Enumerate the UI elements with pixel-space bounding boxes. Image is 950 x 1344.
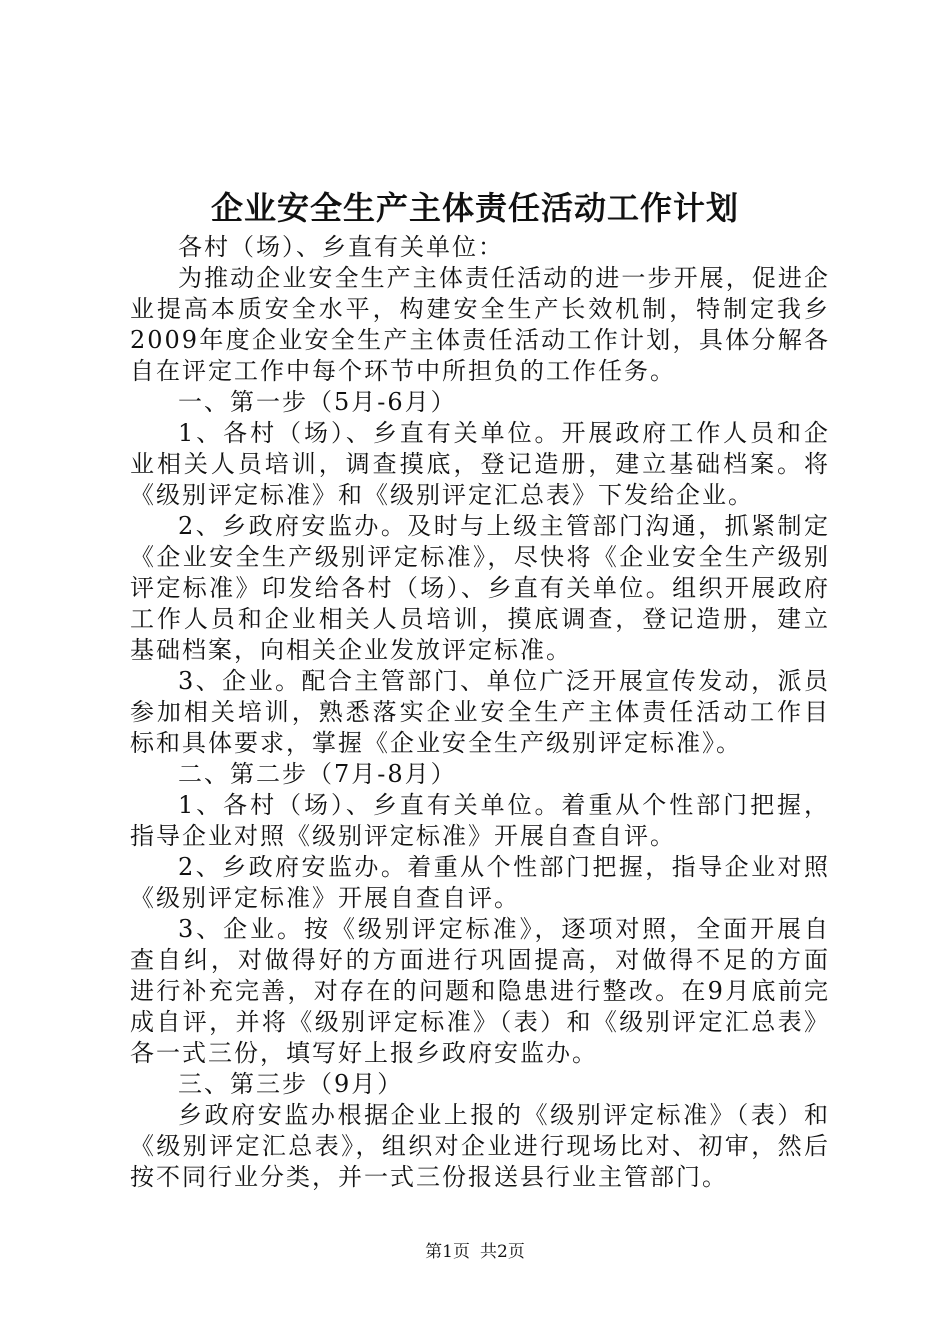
intro-paragraph: 为推动企业安全生产主体责任活动的进一步开展，促进企业提高本质安全水平，构建安全生产长效机制，特制定我乡2009年度企业安全生产主体责任活动工作计划，具体分解各自在评定工作中每个环节中所担负的工作任务。 — [130, 264, 830, 385]
step-2-item-2: 2、乡政府安监办。着重从个性部门把握，指导企业对照《级别评定标准》开展自查自评。 — [130, 853, 830, 912]
section-heading-step-2: 二、第二步（7月-8月） — [178, 760, 457, 788]
page-footer — [0, 1240, 950, 1264]
page-total: 共2页 — [480, 1242, 525, 1262]
step-2-item-3: 3、企业。按《级别评定标准》，逐项对照，全面开展自查自纠，对做得好的方面进行巩固提高，对做得不足的方面进行补充完善，对存在的问题和隐患进行整改。在9月底前完成自评，并将《级别评定标准》（表）和《级别评定汇总表》各一式三份，填写好上报乡政府安监办。 — [130, 915, 830, 1067]
step-1-item-1: 1、各村（场）、乡直有关单位。开展政府工作人员和企业相关人员培训，调查摸底，登记造册，建立基础档案。将《级别评定标准》和《级别评定汇总表》下发给企业。 — [130, 419, 830, 509]
step-2-item-1: 1、各村（场）、乡直有关单位。着重从个性部门把握，指导企业对照《级别评定标准》开展自查自评。 — [130, 791, 830, 850]
step-1-item-3: 3、企业。配合主管部门、单位广泛开展宣传发动，派员参加相关培训，熟悉落实企业安全生产主体责任活动工作目标和具体要求，掌握《企业安全生产级别评定标准》。 — [130, 667, 830, 757]
document-body — [130, 232, 830, 1193]
step-1-item-2: 2、乡政府安监办。及时与上级主管部门沟通，抓紧制定《企业安全生产级别评定标准》，尽快将《企业安全生产级别评定标准》印发给各村（场）、乡直有关单位。组织开展政府工作人员和企业相关人员培训，摸底调查，登记造册，建立基础档案，向相关企业发放评定标准。 — [130, 512, 830, 664]
salutation: 各村（场）、乡直有关单位： — [178, 233, 504, 261]
page-number: 第1页 — [425, 1242, 470, 1262]
document-title: 企业安全生产主体责任活动工作计划 — [210, 189, 739, 227]
step-3-paragraph: 乡政府安监办根据企业上报的《级别评定标准》（表）和《级别评定汇总表》，组织对企业进行现场比对、初审，然后按不同行业分类，并一式三份报送县行业主管部门。 — [130, 1101, 830, 1191]
section-heading-step-1: 一、第一步（5月-6月） — [178, 388, 457, 416]
section-heading-step-3: 三、第三步（9月） — [178, 1070, 404, 1098]
